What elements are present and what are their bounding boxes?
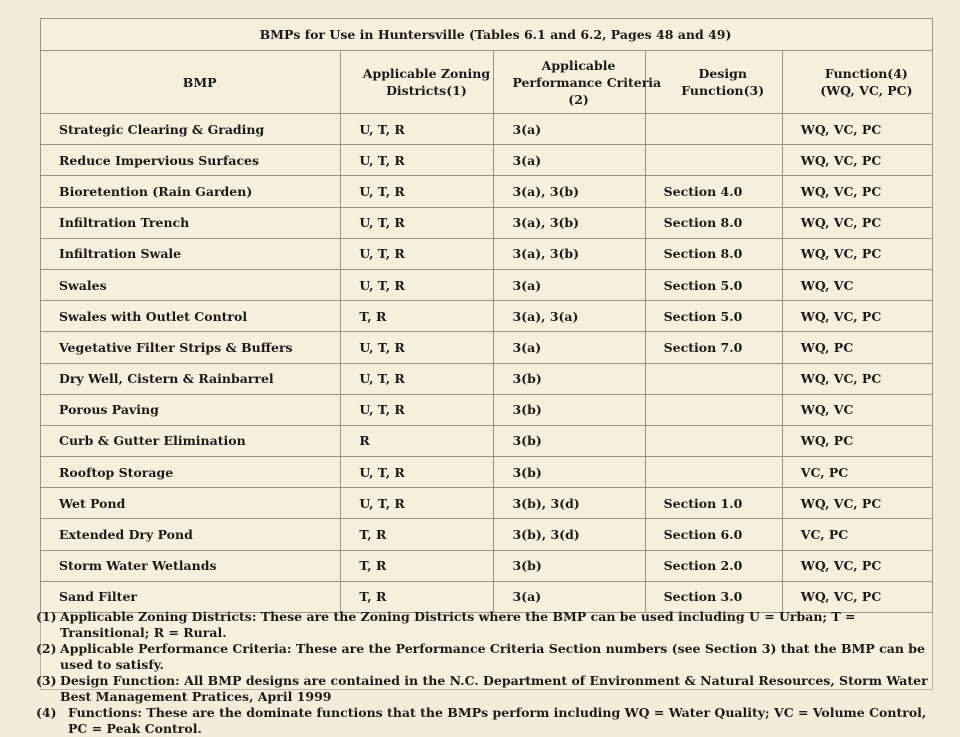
cell-design: Section 2.0 — [645, 550, 782, 581]
table-row — [41, 238, 933, 269]
footnote — [36, 641, 936, 673]
cell-design: Section 4.0 — [645, 176, 782, 207]
table-row — [41, 363, 933, 394]
cell-zoning: U, T, R — [341, 145, 494, 176]
cell-criteria: 3(a) — [494, 269, 645, 300]
cell-zoning: T, R — [341, 581, 494, 612]
cell-bmp: Dry Well, Cistern & Rainbarrel — [41, 363, 341, 394]
cell-bmp: Infiltration Swale — [41, 238, 341, 269]
table-row — [41, 207, 933, 238]
cell-bmp: Curb & Gutter Elimination — [41, 425, 341, 456]
table-body — [41, 114, 933, 613]
cell-criteria: 3(a), 3(b) — [494, 207, 645, 238]
cell-bmp: Porous Paving — [41, 394, 341, 425]
cell-function: WQ, VC, PC — [782, 581, 932, 612]
cell-function: WQ, VC, PC — [782, 145, 932, 176]
cell-design: Section 5.0 — [645, 301, 782, 332]
footnote-number: (2) — [36, 641, 57, 656]
cell-design — [645, 363, 782, 394]
header-function: Function(4) (WQ, VC, PC) — [782, 51, 932, 114]
footnote-number: (4) — [36, 705, 57, 720]
cell-function: WQ, VC, PC — [782, 238, 932, 269]
cell-function: WQ, VC, PC — [782, 363, 932, 394]
cell-criteria: 3(a) — [494, 581, 645, 612]
cell-function: WQ, VC, PC — [782, 207, 932, 238]
cell-criteria: 3(a) — [494, 145, 645, 176]
cell-function: VC, PC — [782, 519, 932, 550]
footnote — [36, 609, 936, 641]
footnote — [36, 705, 936, 737]
cell-criteria: 3(b) — [494, 550, 645, 581]
cell-function: VC, PC — [782, 457, 932, 488]
cell-design: Section 6.0 — [645, 519, 782, 550]
cell-bmp: Strategic Clearing & Grading — [41, 114, 341, 145]
header-design: Design Function(3) — [645, 51, 782, 114]
cell-zoning: U, T, R — [341, 238, 494, 269]
cell-zoning: U, T, R — [341, 207, 494, 238]
cell-design: Section 3.0 — [645, 581, 782, 612]
footnote — [36, 673, 936, 705]
footnote-number: (1) — [36, 609, 57, 624]
cell-criteria: 3(b) — [494, 425, 645, 456]
cell-function: WQ, VC, PC — [782, 488, 932, 519]
footnote-number: (3) — [36, 673, 57, 688]
cell-zoning: U, T, R — [341, 332, 494, 363]
footnote-text: Functions: These are the dominate functions that the BMPs perform including WQ = Water Quality; VC = Volume Control, PC = Peak Control. — [68, 705, 927, 736]
cell-function: WQ, VC — [782, 394, 932, 425]
header-criteria: Applicable Performance Criteria (2) — [494, 51, 645, 114]
cell-zoning: U, T, R — [341, 114, 494, 145]
table-row — [41, 457, 933, 488]
cell-design: Section 5.0 — [645, 269, 782, 300]
cell-bmp: Storm Water Wetlands — [41, 550, 341, 581]
cell-zoning: T, R — [341, 550, 494, 581]
cell-criteria: 3(b) — [494, 394, 645, 425]
table-row — [41, 488, 933, 519]
table-row — [41, 394, 933, 425]
cell-bmp: Reduce Impervious Surfaces — [41, 145, 341, 176]
table-row — [41, 550, 933, 581]
cell-criteria: 3(a), 3(b) — [494, 238, 645, 269]
cell-bmp: Swales — [41, 269, 341, 300]
cell-bmp: Bioretention (Rain Garden) — [41, 176, 341, 207]
footnote-text: Design Function: All BMP designs are contained in the N.C. Department of Environment & Natural Resources, Storm Water Best Management Pratices, April 1999 — [60, 673, 928, 704]
cell-bmp: Infiltration Trench — [41, 207, 341, 238]
cell-zoning: U, T, R — [341, 176, 494, 207]
cell-criteria: 3(b) — [494, 457, 645, 488]
cell-criteria: 3(a), 3(a) — [494, 301, 645, 332]
cell-zoning: U, T, R — [341, 457, 494, 488]
cell-design — [645, 114, 782, 145]
table-row — [41, 425, 933, 456]
cell-function: WQ, VC, PC — [782, 550, 932, 581]
table-header-row — [41, 51, 933, 114]
cell-function: WQ, VC, PC — [782, 114, 932, 145]
cell-criteria: 3(a) — [494, 332, 645, 363]
table-row — [41, 176, 933, 207]
cell-criteria: 3(a), 3(b) — [494, 176, 645, 207]
cell-criteria: 3(a) — [494, 114, 645, 145]
cell-bmp: Extended Dry Pond — [41, 519, 341, 550]
cell-design: Section 8.0 — [645, 238, 782, 269]
cell-design: Section 8.0 — [645, 207, 782, 238]
table-title: BMPs for Use in Huntersville (Tables 6.1 and 6.2, Pages 48 and 49) — [41, 19, 933, 51]
cell-function: WQ, PC — [782, 332, 932, 363]
cell-criteria: 3(b), 3(d) — [494, 519, 645, 550]
footnote-text: Applicable Zoning Districts: These are the Zoning Districts where the BMP can be used including U = Urban; T = Transitional; R = Rural. — [60, 609, 856, 640]
table-row — [41, 301, 933, 332]
cell-function: WQ, VC, PC — [782, 176, 932, 207]
bmp-table — [40, 18, 933, 613]
cell-zoning: U, T, R — [341, 363, 494, 394]
table-title-row — [41, 19, 933, 51]
footnote-text: Applicable Performance Criteria: These are the Performance Criteria Section numbers (see Section 3) that the BMP can be used to satisfy. — [60, 641, 925, 672]
cell-function: WQ, VC, PC — [782, 301, 932, 332]
cell-function: WQ, PC — [782, 425, 932, 456]
footnotes — [36, 609, 936, 737]
table-row — [41, 269, 933, 300]
header-zoning: Applicable Zoning Districts(1) — [341, 51, 494, 114]
cell-zoning: T, R — [341, 519, 494, 550]
table-row — [41, 332, 933, 363]
cell-bmp: Wet Pond — [41, 488, 341, 519]
table-row — [41, 581, 933, 612]
table-row — [41, 519, 933, 550]
cell-criteria: 3(b), 3(d) — [494, 488, 645, 519]
cell-zoning: U, T, R — [341, 394, 494, 425]
cell-bmp: Rooftop Storage — [41, 457, 341, 488]
table-row — [41, 114, 933, 145]
cell-design — [645, 394, 782, 425]
header-bmp: BMP — [41, 51, 341, 114]
cell-zoning: U, T, R — [341, 269, 494, 300]
cell-bmp: Swales with Outlet Control — [41, 301, 341, 332]
cell-bmp: Vegetative Filter Strips & Buffers — [41, 332, 341, 363]
cell-design: Section 7.0 — [645, 332, 782, 363]
cell-criteria: 3(b) — [494, 363, 645, 394]
table-row — [41, 145, 933, 176]
cell-zoning: R — [341, 425, 494, 456]
cell-design — [645, 425, 782, 456]
cell-bmp: Sand Filter — [41, 581, 341, 612]
cell-function: WQ, VC — [782, 269, 932, 300]
cell-design: Section 1.0 — [645, 488, 782, 519]
cell-design — [645, 457, 782, 488]
cell-design — [645, 145, 782, 176]
cell-zoning: T, R — [341, 301, 494, 332]
cell-zoning: U, T, R — [341, 488, 494, 519]
